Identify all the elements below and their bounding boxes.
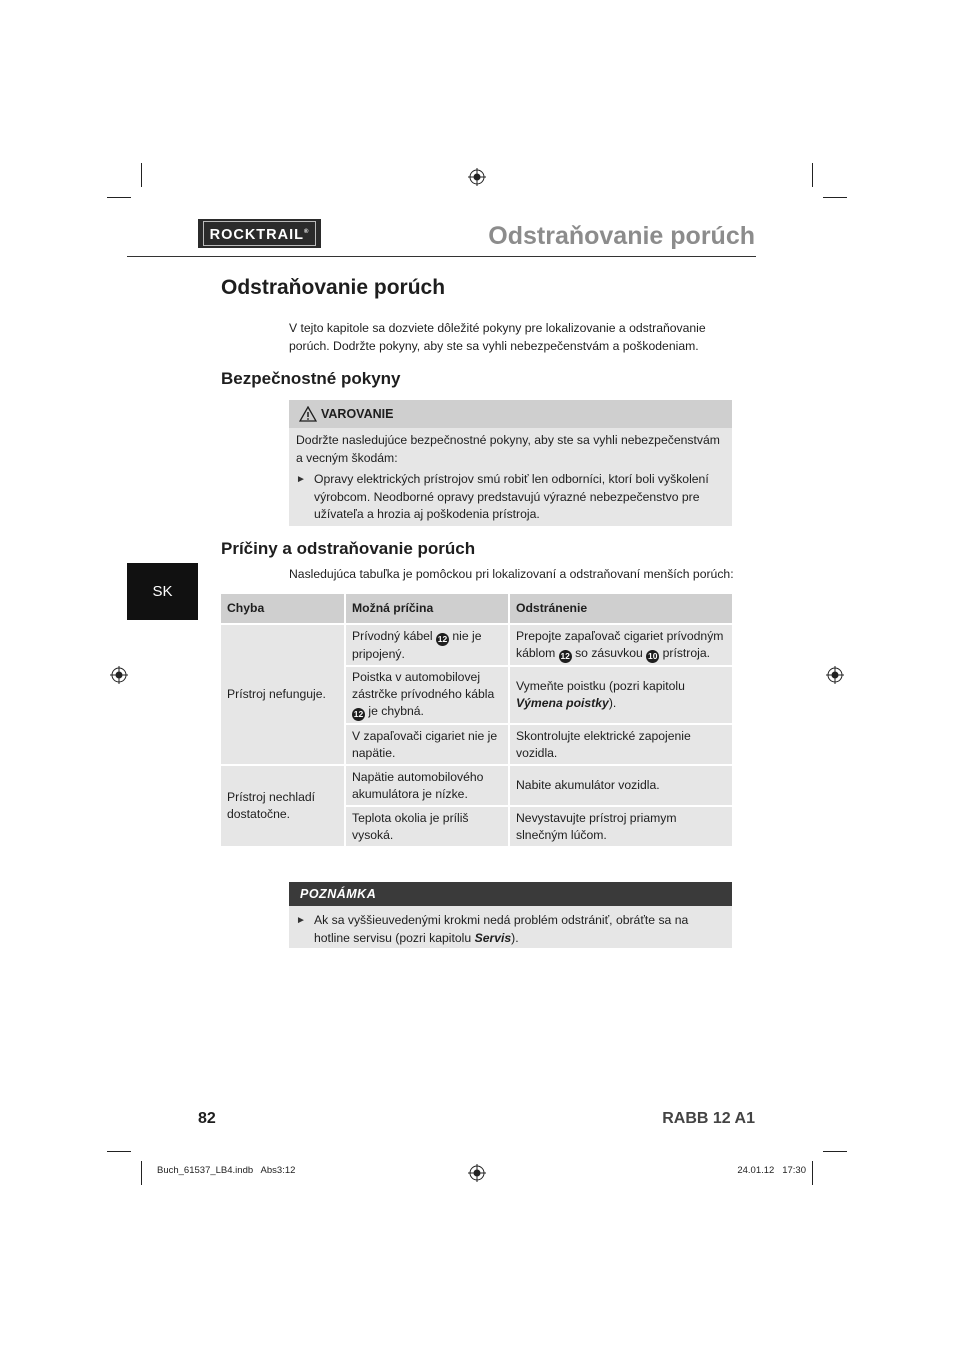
cause-text: je chybná. — [368, 704, 424, 718]
header-cause: Možná príčina — [345, 594, 509, 624]
table-header-row — [221, 594, 732, 624]
cause-cell: Napätie automobilového akumulátora je nízke. — [345, 765, 509, 806]
remedy-cell: Skontrolujte elektrické zapojenie vozidla. — [509, 724, 732, 765]
cause-text: nie je pripojený. — [352, 628, 482, 661]
troubleshooting-table — [221, 594, 732, 848]
intro-paragraph: V tejto kapitole sa dozviete dôležité pokyny pre lokalizovanie a odstraňovanie porúch. Dodržte pokyny, aby ste sa vyhli nebezpečenstvám a poškodeniam. — [289, 321, 706, 353]
cause-text: Poistka v automobilovej zástrčke prívodného kábla — [352, 670, 495, 701]
crop-mark — [107, 197, 131, 198]
warning-label: VAROVANIE — [321, 407, 394, 421]
remedy-cell: Nevystavujte prístroj priamym slnečným lúčom. — [509, 806, 732, 847]
warning-text: Dodržte nasledujúce bezpečnostné pokyny, aby ste sa vyhli nebezpečenstvám a vecným škodám: — [296, 433, 720, 465]
cause-cell: V zapaľovači cigariet nie je napätie. — [345, 724, 509, 765]
part-number-badge: 10 — [647, 650, 658, 661]
bullet-arrow-icon: ► — [296, 915, 306, 926]
part-number-badge: 12 — [437, 633, 448, 644]
crop-mark — [823, 197, 847, 198]
part-number-badge: 12 — [353, 709, 364, 719]
bullet-arrow-icon: ► — [296, 474, 306, 485]
fault-cell: Prístroj nechladí dostatočne. — [221, 765, 345, 847]
crop-mark — [823, 1151, 847, 1152]
registration-mark-icon — [110, 666, 128, 684]
cause-cell — [345, 624, 509, 666]
crop-mark — [107, 1151, 131, 1152]
part-number-badge: 12 — [560, 650, 570, 661]
running-title: Odstraňovanie porúch — [488, 222, 755, 250]
remedy-text: ). — [608, 696, 617, 710]
remedy-text: Prepojte zapaľovač cigariet prívodným káblom — [516, 628, 724, 660]
print-slug-file: Buch_61537_LB4.indb Abs3:12 — [157, 1165, 296, 1176]
causes-heading: Príčiny a odstraňovanie porúch — [221, 539, 476, 558]
table-row — [221, 624, 732, 666]
note-bullet — [296, 912, 722, 947]
note-text-part: Ak sa vyššieuvedenými krokmi nedá problém odstrániť, obráťte sa na hotline servisu (pozri kapitolu — [314, 913, 689, 945]
remedy-cell: Nabite akumulátor vozidla. — [509, 765, 732, 806]
cause-cell: Teplota okolia je príliš vysoká. — [345, 806, 509, 847]
safety-heading: Bezpečnostné pokyny — [221, 369, 401, 388]
warning-box — [289, 400, 732, 526]
crop-mark — [812, 163, 813, 187]
header-fault: Chyba — [221, 594, 345, 624]
crop-mark — [141, 163, 142, 187]
note-box — [289, 882, 732, 948]
registration-mark-icon — [468, 168, 486, 186]
note-text — [314, 912, 722, 947]
header-remedy: Odstránenie — [509, 594, 732, 624]
table-row — [221, 765, 732, 806]
crop-mark — [812, 1161, 813, 1185]
page-number: 82 — [198, 1110, 216, 1127]
remedy-cell — [509, 666, 732, 724]
registration-mark-icon — [468, 1164, 486, 1182]
table-intro: Nasledujúca tabuľka je pomôckou pri lokalizovaní a odstraňovaní menších porúch: — [289, 567, 734, 581]
language-tab: SK — [127, 563, 198, 620]
warning-bullet — [296, 471, 722, 524]
chapter-reference: Výmena poistky — [516, 696, 609, 710]
chapter-reference: Servis — [474, 930, 512, 945]
note-label: POZNÁMKA — [289, 882, 732, 906]
print-slug-date: 24.01.12 17:30 — [737, 1165, 806, 1176]
remedy-text: prístroja. — [662, 645, 711, 660]
remedy-text: Vymeňte poistku (pozri kapitolu — [516, 679, 685, 693]
warning-triangle-icon — [299, 406, 317, 422]
registration-mark-icon — [826, 666, 844, 684]
header-divider — [127, 256, 756, 257]
warning-bullet-text: Opravy elektrických prístrojov smú robiť len odborníci, ktorí boli vyškolení výrobcom. Neodborné opravy predstavujú výrazné nebezpečenstvo pre užívateľa a hrozia aj poškodenia prístroja. — [314, 472, 709, 521]
model-name: RABB 12 A1 — [662, 1110, 755, 1127]
remedy-text: so zásuvkou — [575, 645, 643, 660]
note-text-part: ). — [511, 930, 519, 945]
logo-registered-mark: ® — [303, 229, 310, 236]
page-title: Odstraňovanie porúch — [221, 276, 446, 299]
fault-cell: Prístroj nefunguje. — [221, 624, 345, 765]
cause-cell — [345, 666, 509, 724]
warning-header — [289, 400, 732, 428]
brand-logo — [198, 219, 321, 248]
cause-text: Prívodný kábel — [352, 628, 433, 643]
remedy-cell — [509, 624, 732, 666]
logo-text: ROCKTRAIL — [209, 226, 304, 243]
crop-mark — [141, 1161, 142, 1185]
